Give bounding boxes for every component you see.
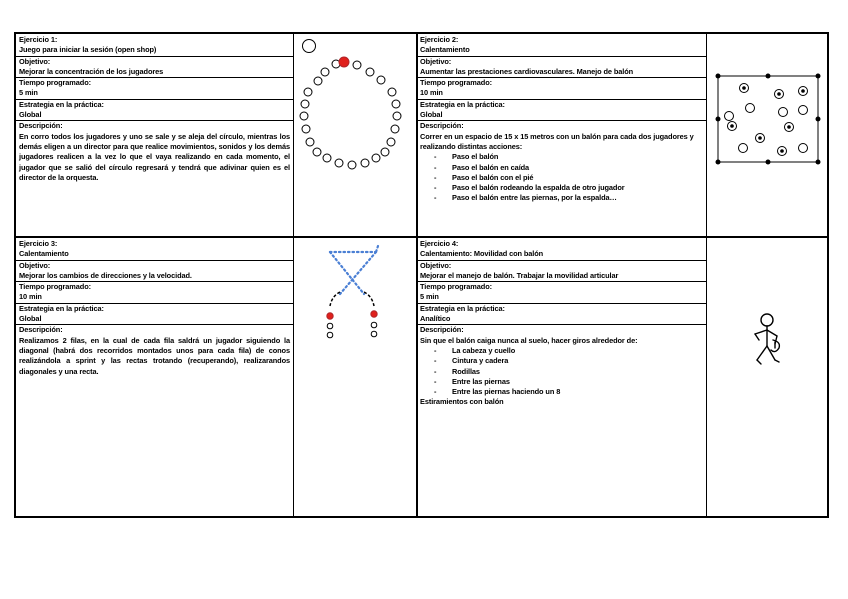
stick-figure-icon <box>707 238 829 378</box>
objective-text: Mejorar los cambios de direcciones y la velocidad. <box>19 270 192 280</box>
objective-label: Objetivo: <box>19 56 51 66</box>
footer-text: Estiramientos con balón <box>420 397 504 407</box>
objective-label: Objetivo: <box>19 260 51 270</box>
movement-list <box>420 346 703 397</box>
exercise-3-diagram <box>294 238 416 518</box>
exercise-name: Calentamiento <box>420 45 470 55</box>
outside-player-icon <box>303 40 316 53</box>
list-item: - Entre las piernas <box>434 377 703 387</box>
exercise-name: Juego para iniciar la sesión (open shop) <box>19 45 157 55</box>
strategy-value: Global <box>19 314 42 324</box>
time-label: Tiempo programado: <box>420 78 492 88</box>
time-value: 10 min <box>19 292 42 302</box>
objective-text: Aumentar las prestaciones cardiovasculares. Manejo de balón <box>420 66 634 76</box>
description-label: Descripción: <box>420 325 464 335</box>
strategy-label: Estrategia en la práctica: <box>19 303 104 313</box>
exercise-1-card <box>16 34 293 236</box>
description-label: Descripción: <box>420 121 464 131</box>
list-item: - Paso el balón entre las piernas, por la espalda… <box>434 193 703 203</box>
list-item: - Paso el balón <box>434 152 703 162</box>
description-text: Realizamos 2 filas, en la cual de cada fila saldrá un jugador siguiendo la diagonal (habrá dos recorridos montados unos para cada fila) de conos realizándola a sprint y las rectas trotando (recuperando), realizarandos diagonales y una recta. <box>19 335 290 376</box>
exercise-title: Ejercicio 3: <box>19 239 58 248</box>
exercise-name: Calentamiento <box>19 249 69 259</box>
description-label: Descripción: <box>19 325 63 335</box>
time-label: Tiempo programado: <box>420 282 492 292</box>
cone-path-diagram <box>294 238 416 378</box>
exercise-title: Ejercicio 2: <box>420 35 459 44</box>
description-text: En corro todos los jugadores y uno se sale y se aleja del círculo, mientras los demás eligen a un director para que realice movimientos, sonidos y los demás jugadores realicen a la vez lo que el vaya realizando en cada momento, el jugador que se salió del círculo regresará y tendrá que adivinar quien es el director de la orquesta. <box>19 131 290 182</box>
list-item: - Rodillas <box>434 367 703 377</box>
list-item: - Entre las piernas haciendo un 8 <box>434 387 703 397</box>
exercise-4-diagram <box>707 238 829 518</box>
strategy-label: Estrategia en la práctica: <box>420 303 505 313</box>
strategy-value: Analítico <box>420 314 451 324</box>
time-value: 5 min <box>420 292 439 302</box>
exercise-title: Ejercicio 1: <box>19 35 58 44</box>
field-diagram <box>707 34 829 236</box>
exercise-1-diagram <box>294 34 416 236</box>
exercise-sheet <box>14 32 829 518</box>
list-item: - Paso el balón en caída <box>434 163 703 173</box>
description-label: Descripción: <box>19 121 63 131</box>
objective-text: Mejorar la concentración de los jugadores <box>19 66 164 76</box>
director-player-icon <box>339 57 349 67</box>
time-value: 10 min <box>420 88 443 98</box>
strategy-label: Estrategia en la práctica: <box>420 99 505 109</box>
strategy-label: Estrategia en la práctica: <box>19 99 104 109</box>
time-label: Tiempo programado: <box>19 78 91 88</box>
list-item: - Paso el balón con el pié <box>434 173 703 183</box>
objective-label: Objetivo: <box>420 56 452 66</box>
time-label: Tiempo programado: <box>19 282 91 292</box>
exercise-title: Ejercicio 4: <box>420 239 459 248</box>
list-item: - Paso el balón rodeando la espalda de otro jugador <box>434 183 703 193</box>
list-item: - Cintura y cadera <box>434 356 703 366</box>
player-circle-diagram <box>294 34 416 236</box>
objective-text: Mejorar el manejo de balón. Trabajar la movilidad articular <box>420 270 619 280</box>
objective-label: Objetivo: <box>420 260 452 270</box>
description-text: Sin que el balón caiga nunca al suelo, hacer giros alrededor de: <box>420 335 638 345</box>
exercise-4-card <box>417 238 706 518</box>
description-text: Correr en un espacio de 15 x 15 metros con un balón para cada dos jugadores y realizando distintas acciones: <box>420 131 694 151</box>
exercise-2-card <box>417 34 706 236</box>
exercise-3-card <box>16 238 293 518</box>
exercise-2-diagram <box>707 34 829 236</box>
strategy-value: Global <box>420 110 443 120</box>
strategy-value: Global <box>19 110 42 120</box>
exercise-name: Calentamiento: Movilidad con balón <box>420 249 544 259</box>
list-item: - La cabeza y cuello <box>434 346 703 356</box>
action-list <box>420 152 703 203</box>
time-value: 5 min <box>19 88 38 98</box>
